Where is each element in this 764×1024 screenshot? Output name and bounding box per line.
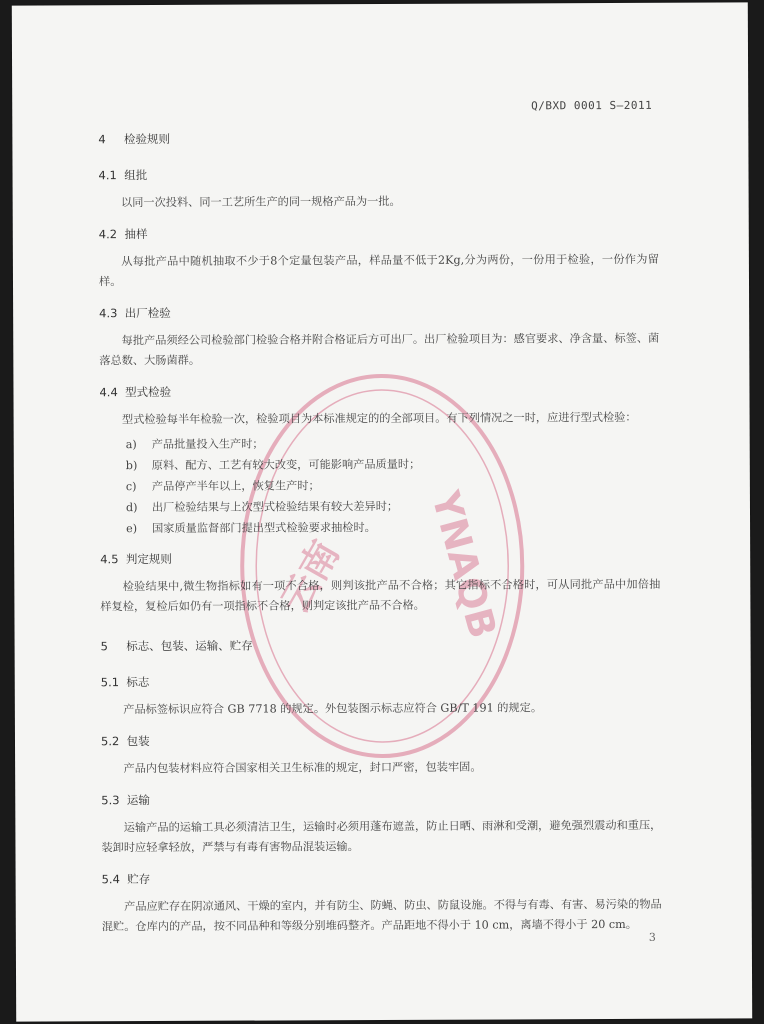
paragraph: 以同一次投料、同一工艺所生产的同一规格产品为一批。	[121, 194, 401, 210]
standard-code: Q/BXD 0001 S—2011	[531, 98, 653, 113]
subsection-heading: 4.2 抽样	[98, 227, 148, 242]
svg-text:云南: 云南	[272, 532, 348, 621]
document-page	[12, 2, 752, 1021]
paragraph: 产品标签标识应符合 GB 7718 的规定。外包装图示标志应符合 GB/T 191 的规定。	[123, 701, 543, 717]
section-heading: 5 标志、包装、运输、贮存	[100, 638, 253, 654]
subsection-heading: 4.3 出厂检验	[99, 305, 171, 321]
subsection-heading: 5.4 贮存	[101, 872, 151, 887]
list-item: a) 产品批量投入生产时；	[125, 437, 264, 452]
document-body	[98, 127, 662, 948]
paragraph: 型式检验每半年检验一次，检验项目为本标准规定的的全部项目。有下列情况之一时，应进行型式检验：	[121, 410, 637, 427]
list-item: d) 出厂检验结果与上次型式检验结果有较大差异时；	[125, 499, 399, 515]
section-heading: 4 检验规则	[98, 131, 171, 147]
subsection-heading: 5.2 包装	[100, 734, 150, 749]
list-item: c) 产品停产半年以上，恢复生产时；	[125, 479, 320, 494]
subsection-heading: 5.1 标志	[100, 675, 150, 690]
paragraph: 运输产品的运输工具必须清洁卫生，运输时必须用蓬布遮盖，防止日晒、雨淋和受潮，避免强烈震动和重压，装卸时应轻拿轻放，严禁与有毒有害物品混装运输。	[101, 818, 662, 855]
subsection-heading: 4.4 型式检验	[99, 384, 172, 400]
paragraph: 每批产品须经公司检验部门检验合格并附合格证后方可出厂。出厂检验项目为：感官要求、净含量、标签、菌落总数、大肠菌群。	[99, 331, 660, 368]
subsection-heading: 4.5 判定规则	[100, 551, 172, 567]
paragraph: 从每批产品中随机抽取不少于8个定量包装产品，样品量不低于2Kg,分为两份，一份用于检验，一份作为留样。	[98, 252, 659, 289]
paragraph: 产品应贮存在阴凉通风、干燥的室内，并有防尘、防蝇、防虫、防鼠设施。不得与有毒、有害、易污染的物品混贮。仓库内的产品，按不同品种和等级分别堆码整齐。产品距地不得小于 10 cm，离墙不得小于 20 cm。	[101, 897, 662, 934]
subsection-heading: 4.1 组批	[98, 168, 148, 183]
list-item: b) 原料、配方、工艺有较大改变，可能影响产品质量时；	[125, 457, 421, 473]
paragraph: 产品内包装材料应符合国家相关卫生标准的规定，封口严密，包装牢固。	[123, 760, 482, 776]
subsection-heading: 5.3 运输	[101, 793, 150, 808]
page-number: 3	[648, 930, 656, 944]
list-item: e) 国家质量监督部门提出型式检验要求抽检时。	[126, 521, 376, 536]
svg-text:YNAQB: YNAQB	[423, 486, 506, 643]
condition-list	[100, 433, 660, 539]
paragraph: 检验结果中,微生物指标如有一项不合格，则判该批产品不合格；其它指标不合格时，可从同批产品中加倍抽样复检，复检后如仍有一项指标不合格，则判定该批产品不合格。	[100, 577, 661, 614]
